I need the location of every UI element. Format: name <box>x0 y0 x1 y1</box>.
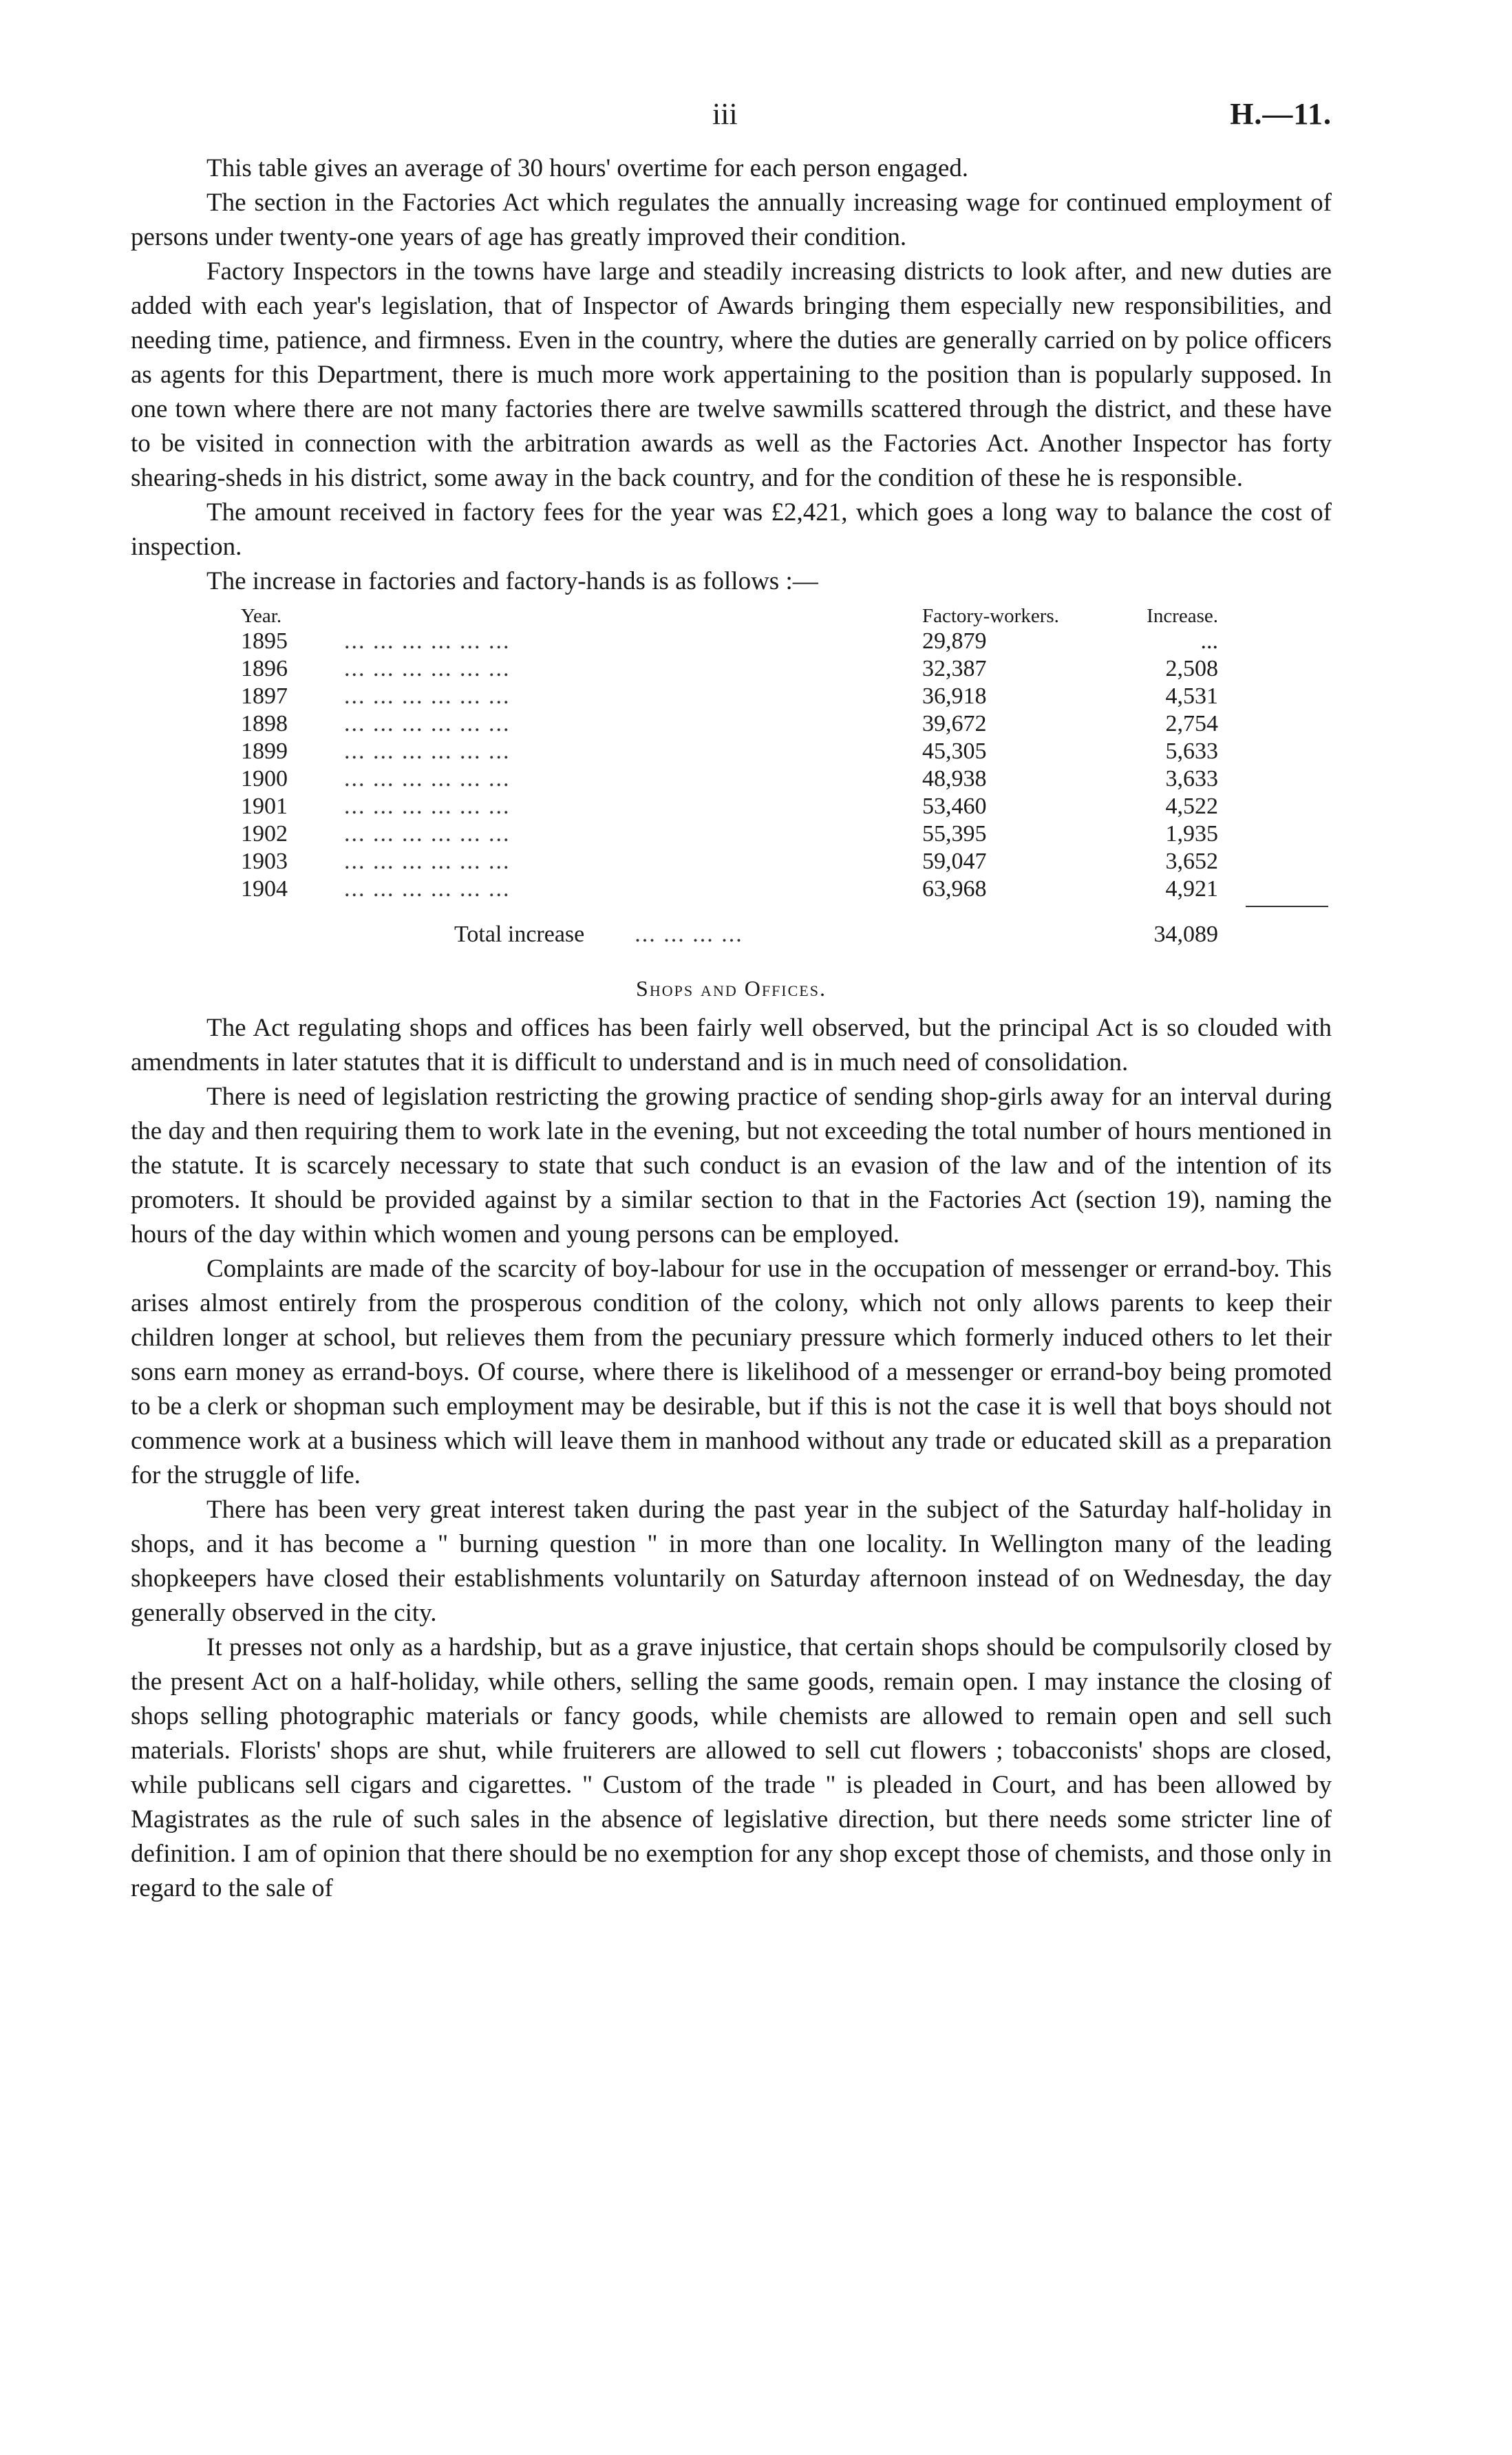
section-heading: Shops and Offices. <box>636 976 827 1001</box>
workers-cell: 45,305 <box>922 738 987 764</box>
total-row <box>241 921 1218 948</box>
workers-cell: 39,672 <box>922 711 987 736</box>
document-reference: H.—11. <box>1230 97 1332 131</box>
table-row <box>241 875 1218 903</box>
paragraph: The Act regulating shops and offices has been fairly well observed, but the principal Act is so clouded with amendments in later statutes that it is difficult to understand and is in much need of consolidation. <box>131 1014 1332 1076</box>
paragraph: This table gives an average of 30 hours' overtime for each person engaged. <box>206 154 969 182</box>
increase-cell: 3,652 <box>1165 849 1218 874</box>
increase-cell: 2,754 <box>1165 711 1218 736</box>
paragraph: There is need of legislation restricting the growing practice of sending shop-girls away for an interval during the day and then requiring them to work late in the evening, but not exceeding the total number of hours mentioned in the statute. It is scarcely necessary to state that such conduct is an evasion of the law and of the intention of its promoters. It should be provided against by a similar section to that in the Factories Act (section 19), naming the hours of the day within which women and young persons can be employed. <box>131 1083 1332 1248</box>
paragraph: Factory Inspectors in the towns have large and steadily increasing districts to look after, and new duties are added with each year's legislation, that of Inspector of Awards bringing them especially new responsibilities, and needing time, patience, and firmness. Even in the country, where the duties are generally carried on by police officers as agents for this Department, there is much more work appertaining to the position than is popularly supposed. In one town where there are not many factories there are twelve sawmills scattered through the district, and these have to be visited in connection with the arbitration awards as well as the Factories Act. Another Inspector has forty shearing-sheds in his district, some away in the back country, and for the condition of these he is responsible. <box>131 257 1332 492</box>
table-row <box>241 820 1218 848</box>
total-label: Total increase <box>454 922 585 947</box>
increase-cell: 4,522 <box>1165 794 1218 819</box>
increase-cell: 4,531 <box>1165 683 1218 709</box>
leader-dots: ... ... ... ... ... ... <box>344 711 511 736</box>
leader-dots: ... ... ... ... ... ... <box>344 738 511 764</box>
increase-cell: 2,508 <box>1165 656 1218 681</box>
table-row <box>241 765 1218 793</box>
paragraph: The increase in factories and factory-hands is as follows :— <box>206 567 818 595</box>
column-header-increase: Increase. <box>1147 605 1218 627</box>
leader-dots: ... ... ... ... ... ... <box>344 821 511 847</box>
leader-dots: ... ... ... ... ... ... <box>344 656 511 681</box>
workers-cell: 59,047 <box>922 849 987 874</box>
year-cell: 1896 <box>241 656 288 681</box>
table-row <box>241 793 1218 820</box>
year-cell: 1895 <box>241 628 288 654</box>
year-cell: 1904 <box>241 876 288 902</box>
leader-dots: ... ... ... ... <box>635 922 743 947</box>
column-header-year: Year. <box>241 605 282 627</box>
year-cell: 1897 <box>241 683 288 709</box>
table-row <box>241 655 1218 683</box>
year-cell: 1903 <box>241 849 288 874</box>
document-page <box>131 96 1332 1906</box>
table-header <box>241 604 1218 628</box>
column-header-workers: Factory-workers. <box>922 605 1059 627</box>
workers-cell: 55,395 <box>922 821 987 847</box>
paragraph: Complaints are made of the scarcity of boy-labour for use in the occupation of messenger or errand-boy. This arises almost entirely from the prosperous condition of the colony, which not only allows parents to keep their children longer at school, but relieves them from the pecuniary pressure which formerly induced others to let their sons earn money as errand-boys. Of course, where there is likelihood of a messenger or errand-boy being promoted to be a clerk or shopman such employment may be desirable, but if this is not the case it is well that boys should not commence work at a business which will leave them in manhood without any trade or educated skill as a preparation for the struggle of life. <box>131 1255 1332 1489</box>
workers-cell: 48,938 <box>922 766 987 791</box>
increase-cell: 5,633 <box>1165 738 1218 764</box>
workers-cell: 32,387 <box>922 656 987 681</box>
factory-workers-table <box>241 604 1218 948</box>
year-cell: 1899 <box>241 738 288 764</box>
leader-dots: ... ... ... ... ... ... <box>344 849 511 874</box>
year-cell: 1901 <box>241 794 288 819</box>
year-cell: 1900 <box>241 766 288 791</box>
paragraph: The amount received in factory fees for the year was £2,421, which goes a long way to balance the cost of inspection. <box>131 498 1332 561</box>
leader-dots: ... ... ... ... ... ... <box>344 876 511 902</box>
workers-cell: 29,879 <box>922 628 987 654</box>
workers-cell: 36,918 <box>922 683 987 709</box>
paragraph: The section in the Factories Act which regulates the annually increasing wage for continued employment of persons under twenty-one years of age has greatly improved their condition. <box>131 189 1332 251</box>
total-rule <box>1246 906 1328 907</box>
leader-dots: ... ... ... ... ... ... <box>344 766 511 791</box>
increase-cell: 4,921 <box>1165 876 1218 902</box>
table-row <box>241 710 1218 738</box>
leader-dots: ... ... ... ... ... ... <box>344 628 511 654</box>
increase-cell: 1,935 <box>1165 821 1218 847</box>
workers-cell: 53,460 <box>922 794 987 819</box>
table-row <box>241 848 1218 875</box>
year-cell: 1898 <box>241 711 288 736</box>
workers-cell: 63,968 <box>922 876 987 902</box>
paragraph: There has been very great interest taken during the past year in the subject of the Saturday half-holiday in shops, and it has become a " burning question " in more than one locality. In Wellington many of the leading shopkeepers have closed their establishments voluntarily on Saturday afternoon instead of on Wednesday, the day generally observed in the city. <box>131 1496 1332 1627</box>
leader-dots: ... ... ... ... ... ... <box>344 683 511 709</box>
table-row <box>241 683 1218 710</box>
increase-cell: 3,633 <box>1165 766 1218 791</box>
total-value: 34,089 <box>1153 922 1218 947</box>
year-cell: 1902 <box>241 821 288 847</box>
leader-dots: ... ... ... ... ... ... <box>344 794 511 819</box>
paragraph: It presses not only as a hardship, but as a grave injustice, that certain shops should be compulsorily closed by the present Act on a half-holiday, while others, selling the same goods, remain open. I may instance the closing of shops selling photographic materials or fancy goods, while chemists are allowed to remain open and sell such materials. Florists' shops are shut, while fruiterers are allowed to sell cut flowers ; tobacconists' shops are closed, while publicans sell cigars and cigarettes. " Custom of the trade " is pleaded in Court, and has been allowed by Magistrates as the rule of such sales in the absence of legislative direction, but there needs some stricter line of definition. I am of opinion that there should be no exemption for any shop except those of chemists, and those only in regard to the sale of <box>131 1633 1332 1902</box>
table-row <box>241 738 1218 765</box>
page-header <box>131 96 1332 151</box>
table-row <box>241 628 1218 655</box>
page-number: iii <box>712 97 738 131</box>
increase-cell: ... <box>1200 628 1218 654</box>
